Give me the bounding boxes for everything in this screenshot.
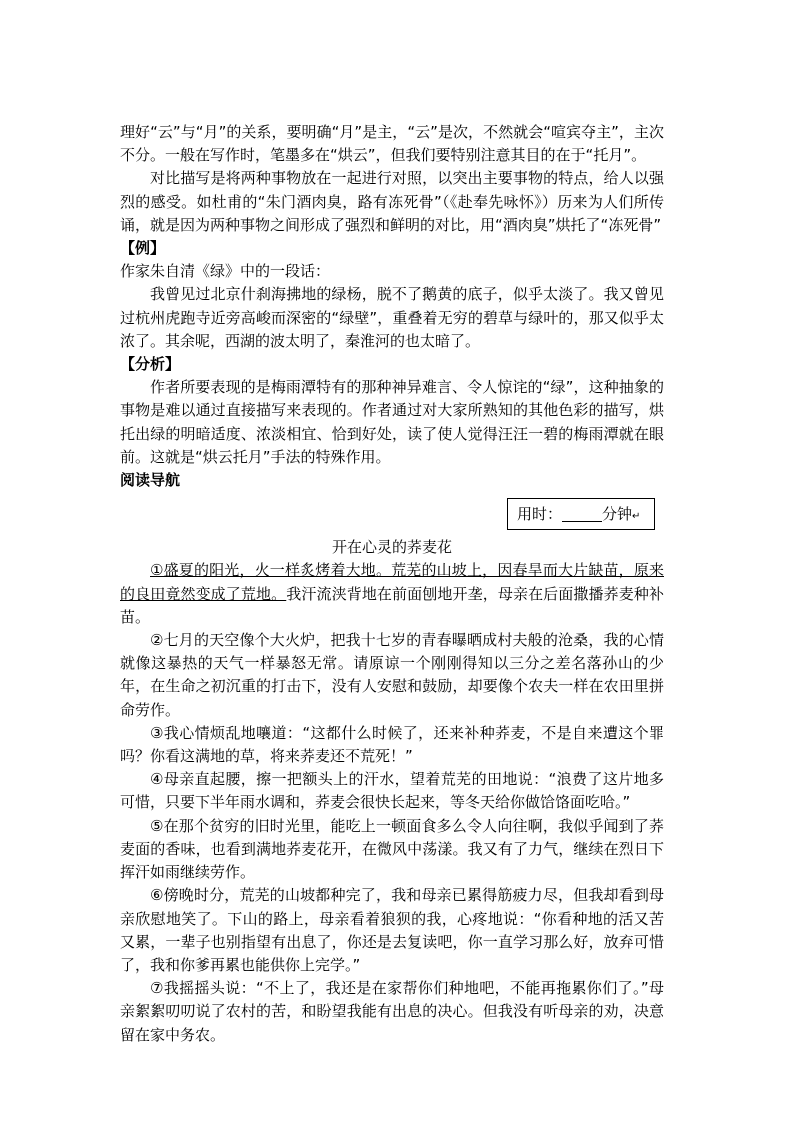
intro-paragraph-2: 对比描写是将两种事物放在一起进行对照，以突出主要事物的特点，给人以强烈的感受。如杜甫的“朱门酒肉臭，路有冻死骨”（《赴奉先咏怀》）历来为人们所传诵，就是因为两种事物之间形成了强烈和鲜明的对比，用“酒肉臭”烘托了“冻死骨” — [120, 169, 664, 234]
time-box — [507, 498, 655, 530]
reading-guide-header: 阅读导航 — [120, 471, 181, 490]
document-body — [120, 121, 664, 1047]
story-paragraph-1-underlined: ①盛夏的阳光，火一样炙烤着大地。荒芜的山坡上，因春旱而大片缺苗，原来的良田竟然变成了荒地。 — [120, 561, 664, 603]
story-paragraph-6: ⑥傍晚时分，荒芜的山坡都种完了，我和母亲已累得筋疲力尽，但我却看到母亲欣慰地笑了。下山的路上，母亲看着狼狈的我，心疼地说：“你看种地的活又苦又累，一辈子也别指望有出息了，你还是去复读吧，你一直学习那么好，放弃可惜了，我和你爹再累也能供你上完学。” — [120, 886, 664, 974]
story-paragraph-3: ③我心情烦乱地嚷道：“这都什么时候了，还来补种荞麦，不是自来遭这个罪吗？你看这满地的草，将来荞麦还不荒死！” — [120, 723, 664, 766]
time-row — [120, 492, 664, 536]
story-paragraph-7: ⑦我摇摇头说：“不上了，我还是在家帮你们种地吧，不能再拖累你们了。”母亲絮絮叨叨说了农村的苦，和盼望我能有出息的决心。但我没有听母亲的劝，决意留在家中务农。 — [120, 979, 664, 1044]
intro-paragraph-1: 理好“云”与“月”的关系，要明确“月”是主，“云”是次，不然就会“喧宾夺主”，主次不分。一般在写作时，笔墨多在“烘云”，但我们要特别注意其目的在于“托月”。 — [120, 123, 664, 165]
story-paragraph-1-rest: 我汗流浃背地在前面刨地开垄，母亲在后面撒播荞麦种补苗。 — [120, 584, 664, 626]
story-title: 开在心灵的荞麦花 — [331, 538, 452, 557]
story-paragraph-5: ⑤在那个贫穷的旧时光里，能吃上一顿面食多么令人向往啊，我似乎闻到了荞麦面的香味，也看到满地荞麦花开，在微风中荡漾。我又有了力气，继续在烈日下挥汗如雨继续劳作。 — [120, 816, 664, 882]
analysis-text: 作者所要表现的是梅雨潭特有的那种神异难言、令人惊诧的“绿”，这种抽象的事物是难以通过直接描写来表现的。作者通过对大家所熟知的其他色彩的描写，烘托出绿的明暗适度、浓淡相宜、恰到好处，读了使人觉得汪汪一碧的梅雨潭就在眼前。这就是“烘云托月”手法的特殊作用。 — [120, 378, 664, 466]
example-lead: 作家朱自清《绿》中的一段话： — [120, 262, 331, 281]
story-paragraph-2: ②七月的天空像个大火炉，把我十七岁的青春曝晒成村夫般的沧桑，我的心情就像这暴热的天气一样暴怒无常。请原谅一个刚刚得知以三分之差名落孙山的少年，在生命之初沉重的打击下，没有人安慰和鼓励，却要像个农夫一样在农田里拼命劳作。 — [120, 631, 664, 719]
story-paragraph-4: ④母亲直起腰，擦一把额头上的汗水，望着荒芜的田地说：“浪费了这片地多可惜，只要下半年雨水调和，荞麦会很快长起来，等冬天给你做饸饹面吃哈。” — [120, 770, 664, 812]
time-label: 用时： — [517, 505, 563, 524]
example-label: 【例】 — [120, 239, 166, 258]
return-mark-icon: ↵ — [632, 511, 641, 523]
time-unit: 分钟 — [602, 505, 633, 524]
time-blank[interactable] — [562, 505, 602, 522]
analysis-label: 【分析】 — [120, 355, 181, 374]
story-paragraph-1 — [120, 559, 664, 629]
example-quote: 我曾见过北京什刹海拂地的绿杨，脱不了鹅黄的底子，似乎太淡了。我又曾见过杭州虎跑寺近旁高峻而深密的“绿壁”，重叠着无穷的碧草与绿叶的，那又似乎太浓了。其余呢，西湖的波太明了，秦淮河的也太暗了。 — [120, 285, 664, 350]
